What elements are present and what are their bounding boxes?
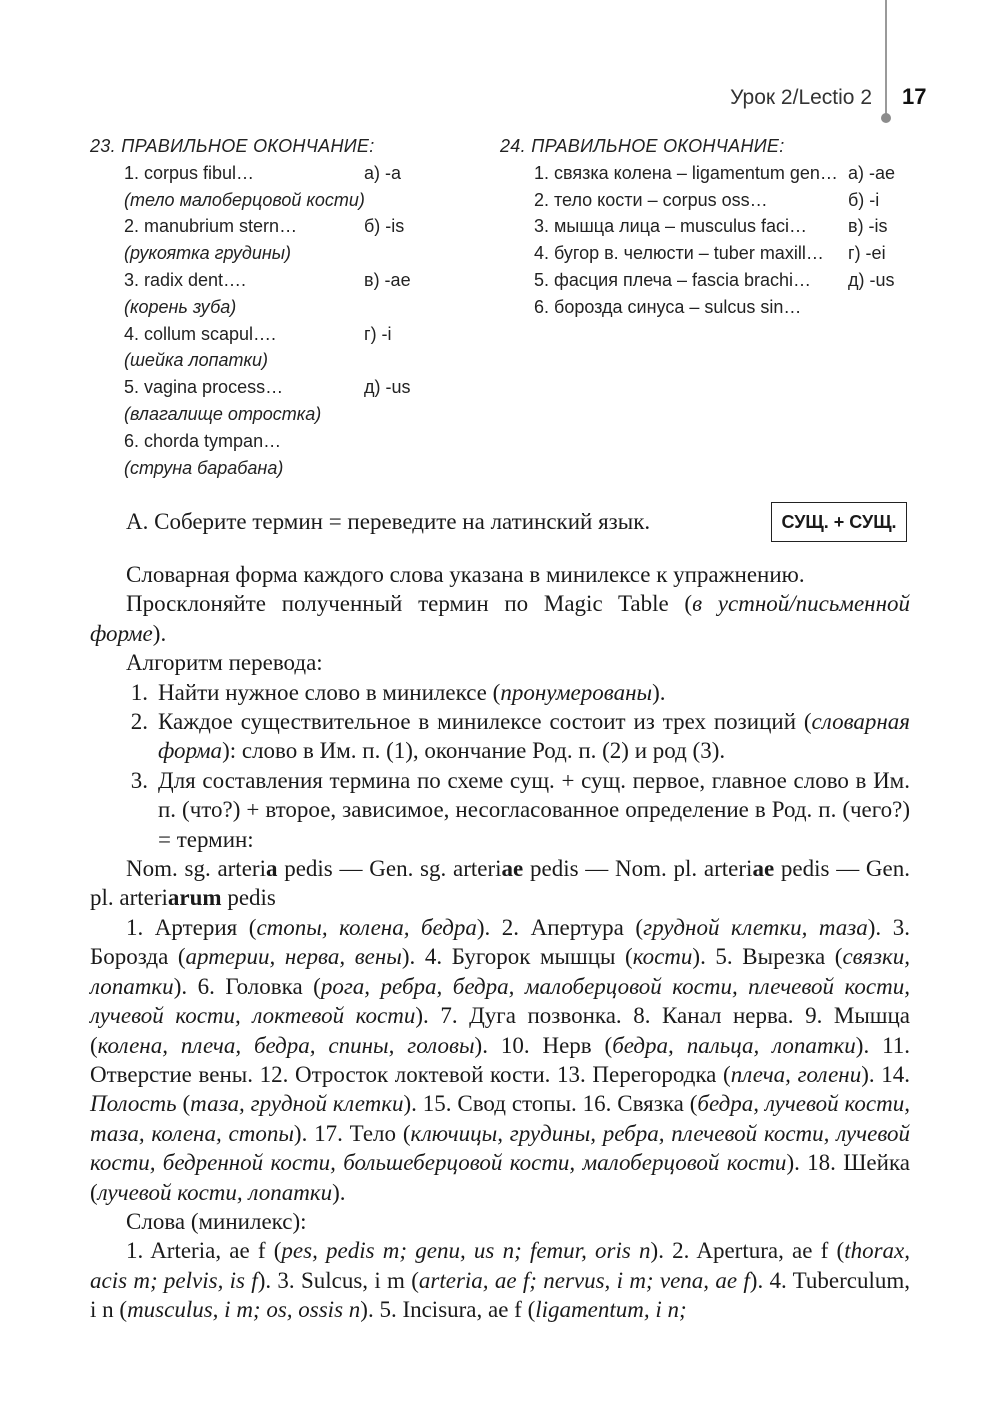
exercise-term-text: ). 11. Отверстие вены. 12. Отросток локтевой кости. 13. Перегородка ( bbox=[90, 1032, 910, 1087]
exercise-term-text: ( bbox=[176, 1091, 191, 1117]
lexicon-entry-italic: thorax, acis m; pelvis, is f bbox=[90, 1238, 910, 1293]
exercise-term-italic: кости bbox=[632, 944, 693, 970]
running-head: Урок 2/Lectio 2 bbox=[730, 86, 872, 109]
lexicon-title: Слова (минилекс): bbox=[126, 1208, 307, 1234]
exercise-term-italic: колена, плеча, бедра, спины, головы bbox=[97, 1032, 475, 1058]
exercise-24-item bbox=[500, 213, 910, 240]
algorithm-step-text-part: Каждое существительное в минилексе состоит из трех позиций ( bbox=[158, 709, 812, 735]
lexicon-entry-italic: ligamentum, i n; bbox=[535, 1297, 687, 1323]
exercise-24-item bbox=[500, 160, 910, 187]
example-ending: ae bbox=[501, 856, 524, 882]
exercise-23-term: 6. chorda tympan… bbox=[124, 430, 282, 451]
exercise-term-text: 1. Артерия ( bbox=[126, 914, 257, 940]
exercise-term-text: ). 7. Дуга позвонка. 8. Канал нерва. 9. Мышца ( bbox=[90, 1003, 910, 1058]
exercise-term-text: ). 5. Вырезка ( bbox=[692, 944, 843, 970]
exercise-term-text: ). 10. Нерв ( bbox=[474, 1032, 613, 1058]
example-part: pedis — Nom. pl. arteri bbox=[523, 856, 753, 882]
paragraph-decline-end: ). bbox=[152, 620, 167, 646]
exercise-23-gloss: (влагалище отростка) bbox=[124, 403, 322, 424]
exercise-24-term: 5. фасция плеча – fascia brachi… bbox=[534, 269, 812, 290]
exercise-23-gloss: (шейка лопатки) bbox=[124, 350, 269, 371]
exercise-23-item bbox=[90, 267, 450, 294]
algorithm-title: Алгоритм перевода: bbox=[126, 650, 323, 676]
exercise-24-item bbox=[500, 240, 910, 267]
algorithm-step bbox=[90, 766, 910, 854]
exercise-24-list bbox=[500, 160, 910, 321]
paragraph-dictionary-form: Словарная форма каждого слова указана в минилексе к упражнению. bbox=[126, 562, 805, 587]
exercise-24 bbox=[500, 133, 910, 321]
exercise-term-text: ). bbox=[332, 1179, 346, 1205]
exercise-24-option: д) -us bbox=[848, 269, 895, 290]
exercise-23-gloss: (корень зуба) bbox=[124, 296, 237, 317]
exercise-23-option: в) -ae bbox=[364, 269, 411, 290]
algorithm-step-text bbox=[158, 766, 910, 854]
exercise-23-option: б) -is bbox=[364, 216, 405, 237]
exercise-24-term: 4. бугор в. челюсти – tuber maxill… bbox=[534, 243, 824, 264]
algorithm-step-text bbox=[158, 678, 910, 707]
exercise-term-text: ). 18. Шейка ( bbox=[90, 1150, 910, 1205]
lexicon-paragraph bbox=[90, 1236, 910, 1324]
exercise-term-text: ). 14. bbox=[861, 1061, 910, 1087]
exercise-24-item bbox=[500, 294, 910, 321]
exercise-paragraph bbox=[90, 913, 910, 1207]
exercise-23-item bbox=[90, 160, 450, 187]
exercise-24-term: 2. тело кости – corpus oss… bbox=[534, 189, 768, 210]
header-divider-line bbox=[885, 0, 887, 118]
exercise-24-option: а) -ae bbox=[848, 162, 896, 183]
exercise-term-italic: бедра, лучевой кости, таза, колена, стопы bbox=[90, 1091, 910, 1146]
exercise-23-item bbox=[90, 321, 450, 348]
lexicon-entry-italic: arteria, ae f; nervus, i m; vena, ae f bbox=[418, 1267, 750, 1293]
algorithm-list bbox=[90, 678, 910, 854]
exercise-23-gloss: (тело малоберцовой кости) bbox=[124, 189, 365, 210]
exercise-23-term: 5. vagina process… bbox=[124, 377, 284, 398]
exercise-term-italic: лучевой кости, лопатки bbox=[97, 1179, 333, 1205]
example-declension bbox=[90, 854, 910, 913]
algorithm-step-text-end: ). bbox=[652, 679, 666, 705]
body-text bbox=[90, 560, 910, 1325]
example-part: pedis — Gen. sg. arteri bbox=[277, 856, 502, 882]
paragraph-decline-text: Просклоняйте полученный термин по Magic Table ( bbox=[126, 591, 693, 617]
exercise-term-italic: грудной клетки, таза bbox=[643, 914, 868, 940]
exercise-23-term: 1. corpus fibul… bbox=[124, 162, 255, 183]
algorithm-step-text-end: ): слово в Им. п. (1), окончание Род. п. (2) и род (3). bbox=[222, 738, 726, 764]
example-part: pedis bbox=[221, 885, 276, 911]
exercise-24-term: 1. связка колена – ligamentum gen… bbox=[534, 162, 838, 183]
example-ending: a bbox=[265, 856, 278, 882]
exercise-term-italic: артерии, нерва, вены bbox=[185, 944, 402, 970]
exercise-term-italic: стопы, колена, бедра bbox=[256, 914, 477, 940]
header-divider-dot bbox=[881, 113, 891, 123]
lexicon-entry-text: ). 3. Sulcus, i m ( bbox=[257, 1267, 419, 1293]
exercise-23-list bbox=[90, 160, 450, 482]
lexicon-entry-text: ). 2. Apertura, ae f ( bbox=[650, 1238, 845, 1264]
exercise-term-italic: рога, ребра, бедра, малоберцовой кости, плечевой кости, лучевой кости, локтевой кости bbox=[90, 973, 910, 1029]
exercise-term-italic: плеча, голени bbox=[730, 1061, 862, 1087]
exercise-24-heading: 24. ПРАВИЛЬНОЕ ОКОНЧАНИЕ: bbox=[500, 136, 785, 156]
exercise-24-item bbox=[500, 187, 910, 214]
algorithm-step-text-part: Найти нужное слово в минилексе ( bbox=[158, 679, 501, 705]
exercise-term-italic: бедра, пальца, лопатки bbox=[612, 1032, 856, 1058]
algorithm-step-italic: словарная форма bbox=[158, 709, 910, 764]
exercise-24-option: в) -is bbox=[848, 216, 888, 237]
paragraph-decline-italic: в устной/письменной форме bbox=[90, 591, 911, 646]
exercise-23-option: д) -us bbox=[364, 377, 411, 398]
exercise-term-italic: таза, грудной клетки bbox=[190, 1091, 404, 1117]
exercise-23-heading: 23. ПРАВИЛЬНОЕ ОКОНЧАНИЕ: bbox=[90, 136, 375, 156]
exercise-23-term: 3. radix dent…. bbox=[124, 269, 247, 290]
page-number: 17 bbox=[902, 84, 927, 109]
lexicon-entry-text: ). 5. Incisura, ae f ( bbox=[360, 1297, 536, 1323]
exercise-term-text: ). 17. Тело ( bbox=[293, 1120, 411, 1146]
exercise-term-text: ). 15. Свод стопы. 16. Связка ( bbox=[403, 1091, 698, 1117]
exercise-23-gloss: (рукоятка грудины) bbox=[124, 243, 292, 264]
exercise-23-item bbox=[90, 374, 450, 401]
exercise-24-term: 6. борозда синуса – sulcus sin… bbox=[534, 296, 802, 317]
algorithm-step-text bbox=[158, 707, 910, 766]
exercise-23 bbox=[90, 133, 450, 481]
exercise-term-italic: связки, лопатки bbox=[90, 944, 910, 999]
algorithm-step-number: 3. bbox=[130, 767, 148, 793]
exercise-term-text: ). 2. Апертура ( bbox=[476, 914, 644, 940]
algorithm-step-number: 2. bbox=[130, 709, 148, 735]
exercise-term-text: ). 3. Борозда ( bbox=[90, 914, 910, 970]
exercise-23-term: 2. manubrium stern… bbox=[124, 216, 298, 237]
algorithm-step-text-part: Для составления термина по схеме сущ. + сущ. первое, главное слово в Им. п. (что?) + второе, зависимое, несогласованное определение в Род. п. (чего?) = термин: bbox=[158, 767, 910, 852]
algorithm-step-number: 1. bbox=[130, 679, 148, 705]
example-part: pedis — Gen. pl. arteri bbox=[90, 856, 911, 911]
task-a-instruction: А. Соберите термин = переведите на латинский язык. bbox=[126, 509, 651, 534]
exercise-term-text: ). 4. Бугорок мышцы ( bbox=[401, 944, 633, 970]
exercise-23-option: а) -a bbox=[364, 162, 402, 183]
lexicon-entry-text: 1. Arteria, ae f ( bbox=[126, 1238, 282, 1264]
exercise-term-text: ). 6. Головка ( bbox=[173, 973, 321, 999]
lexicon-entry-italic: pes, pedis m; genu, us n; femur, oris n bbox=[281, 1238, 651, 1264]
algorithm-step bbox=[90, 678, 910, 707]
lexicon-entry-text: ). 4. Tuberculum, i n ( bbox=[90, 1267, 910, 1323]
exercise-24-item bbox=[500, 267, 910, 294]
example-ending: ae bbox=[752, 856, 775, 882]
example-ending: arum bbox=[167, 885, 222, 911]
exercise-24-option bbox=[842, 294, 848, 321]
algorithm-step-italic: пронумерованы bbox=[500, 679, 653, 705]
exercise-23-item bbox=[90, 213, 450, 240]
example-part: Nom. sg. arteri bbox=[126, 856, 266, 882]
exercise-23-term: 4. collum scapul…. bbox=[124, 323, 277, 344]
exercise-23-item bbox=[90, 428, 450, 455]
exercise-24-option: г) -ei bbox=[848, 243, 886, 264]
algorithm-step bbox=[90, 707, 910, 766]
exercise-23-option: г) -i bbox=[364, 323, 392, 344]
lexicon-entry-italic: musculus, i m; os, ossis n bbox=[127, 1297, 361, 1323]
paragraph-decline bbox=[90, 589, 910, 648]
exercise-24-term: 3. мышца лица – musculus faci… bbox=[534, 216, 808, 237]
exercise-24-option: б) -i bbox=[848, 189, 880, 210]
scheme-badge: СУЩ. + СУЩ. bbox=[771, 502, 907, 542]
exercise-23-gloss: (струна барабана) bbox=[124, 457, 284, 478]
exercise-term-italic: ключицы, грудины, ребра, плечевой кости, лучевой кости, бедренной кости, большеберцовой кости, малоберцовой кости bbox=[90, 1120, 910, 1176]
exercise-term-italic: Полость bbox=[90, 1091, 177, 1117]
